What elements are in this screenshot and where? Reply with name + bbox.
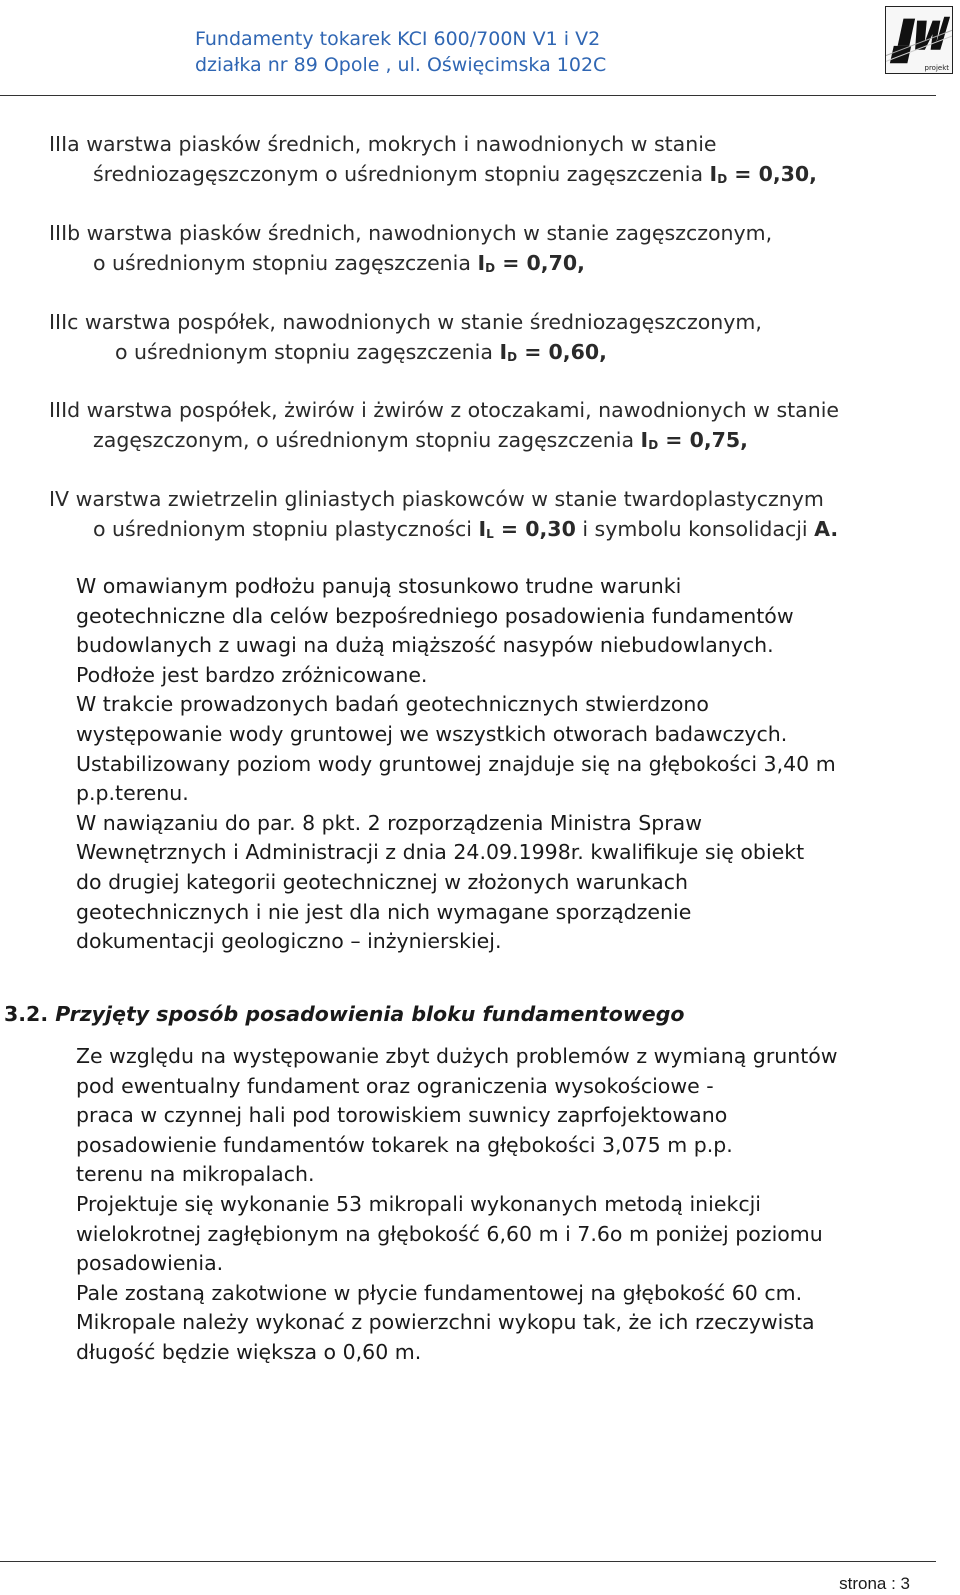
layer-iv-text-2: i symbolu konsolidacji xyxy=(575,517,815,541)
paragraph2-line: Pale zostaną zakotwione w płycie fundamentowej na głębokość 60 cm. xyxy=(76,1280,803,1305)
layer-iiic-line-2 xyxy=(115,337,607,372)
layer-iiib-text: o uśrednionym stopniu zagęszczenia xyxy=(93,251,478,275)
paragraph1-line: W trakcie prowadzonych badań geotechnicznych stwierdzono xyxy=(76,692,709,717)
section-heading xyxy=(4,999,684,1029)
paragraph1-line: Wewnętrznych i Administracji z dnia 24.09.1998r. kwalifikuje się obiekt xyxy=(76,840,805,865)
layer-iiic-line-1: IIIc warstwa pospółek, nawodnionych w stanie średniozagęszczonym, xyxy=(49,310,762,334)
header-divider xyxy=(0,95,936,96)
header-line-2: działka nr 89 Opole , ul. Oświęcimska 102C xyxy=(195,54,607,76)
section-title: Przyjęty sposób posadowienia bloku fundamentowego xyxy=(48,1002,685,1026)
layer-iv-line-2 xyxy=(93,514,838,549)
layer-iiia-line-2 xyxy=(93,159,817,194)
page-header xyxy=(0,0,960,100)
paragraph2-line: długość będzie większa o 0,60 m. xyxy=(76,1340,422,1364)
paragraph2-line: wielokrotnej zagłębionym na głębokość 6,60 m i 7.6o m poniżej poziomu xyxy=(76,1221,823,1246)
company-logo xyxy=(885,6,953,74)
layer-iiid-symbol: $I_D = 0,75$, xyxy=(640,428,748,452)
layer-iiia-text: średniozagęszczonym o uśrednionym stopniu zagęszczenia xyxy=(93,162,710,186)
layer-iiic-text: o uśrednionym stopniu zagęszczenia xyxy=(115,340,500,364)
logo-text: projekt xyxy=(924,64,949,72)
layer-iiic-symbol: $I_D = 0,60$, xyxy=(499,340,607,364)
layer-iv-text: o uśrednionym stopniu plastyczności xyxy=(93,517,479,541)
paragraph1-line: dokumentacji geologiczno – inżynierskiej. xyxy=(76,929,502,954)
paragraph2-line: posadowienia. xyxy=(76,1251,224,1276)
layer-iiid-line-1: IIId warstwa pospółek, żwirów i żwirów z otoczakami, nawodnionych w stanie xyxy=(49,398,840,422)
section-number: 3.2. xyxy=(4,1002,49,1026)
paragraph1-line: p.p.terenu. xyxy=(76,781,189,806)
header-line-1: Fundamenty tokarek KCI 600/700N V1 i V2 xyxy=(195,28,601,50)
paragraph1-line: występowanie wody gruntowej we wszystkich otworach badawczych. xyxy=(76,722,788,746)
layer-iiid-text: zagęszczonym, o uśrednionym stopniu zagęszczenia xyxy=(93,428,641,452)
footer-divider xyxy=(0,1561,936,1562)
layer-iiib-line-1: IIIb warstwa piasków średnich, nawodnionych w stanie zagęszczonym, xyxy=(49,221,773,245)
paragraph1-line: geotechnicznych i nie jest dla nich wymagane sporządzenie xyxy=(76,899,692,924)
paragraph2-line: posadowienie fundamentów tokarek na głębokości 3,075 m p.p. xyxy=(76,1132,733,1157)
paragraph2-line: Ze względu na występowanie zbyt dużych problemów z wymianą gruntów xyxy=(76,1044,838,1068)
paragraph2-line: Mikropale należy wykonać z powierzchni wykopu tak, że ich rzeczywista xyxy=(76,1310,815,1335)
layer-iiid-line-2 xyxy=(93,425,748,460)
paragraph2-line: pod ewentualny fundament oraz ograniczenia wysokościowe - xyxy=(76,1073,714,1098)
layer-iiib-line-2 xyxy=(93,248,585,283)
paragraph2-line: Projektuje się wykonanie 53 mikropali wykonanych metodą iniekcji xyxy=(76,1192,761,1216)
layer-iv-line-1: IV warstwa zwietrzelin gliniastych piaskowców w stanie twardoplastycznym xyxy=(49,487,824,511)
layer-iiib-symbol: $I_D = 0,70$, xyxy=(477,251,585,275)
paragraph2-line: terenu na mikropalach. xyxy=(76,1162,315,1187)
paragraph2-line: praca w czynnej hali pod torowiskiem suwnicy zaprfojektowano xyxy=(76,1103,728,1128)
paragraph1-line: Podłoże jest bardzo zróżnicowane. xyxy=(76,662,428,687)
paragraph1-line: do drugiej kategorii geotechnicznej w złożonych warunkach xyxy=(76,870,688,894)
header-title xyxy=(195,26,606,78)
layer-iv-consolidation: A. xyxy=(814,517,839,541)
paragraph1-line: geotechniczne dla celów bezpośredniego posadowienia fundamentów xyxy=(76,603,794,628)
paragraph1-line: Ustabilizowany poziom wody gruntowej znajduje się na głębokości 3,40 m xyxy=(76,751,836,776)
paragraph1-line: W nawiązaniu do par. 8 pkt. 2 rozporządzenia Ministra Spraw xyxy=(76,810,703,835)
page-number: strona : 3 xyxy=(839,1574,910,1593)
paragraph1-line: budowlanych z uwagi na dużą miąższość nasypów niebudowlanych. xyxy=(76,633,774,658)
paragraph1-line: W omawianym podłożu panują stosunkowo trudne warunki xyxy=(76,574,682,598)
layer-iiia-line-1: IIIa warstwa piasków średnich, mokrych i nawodnionych w stanie xyxy=(49,132,717,156)
layer-iv-symbol: $I_L = 0,30$ xyxy=(478,517,576,541)
layer-iiia-symbol: $I_D = 0,30$, xyxy=(709,162,817,186)
